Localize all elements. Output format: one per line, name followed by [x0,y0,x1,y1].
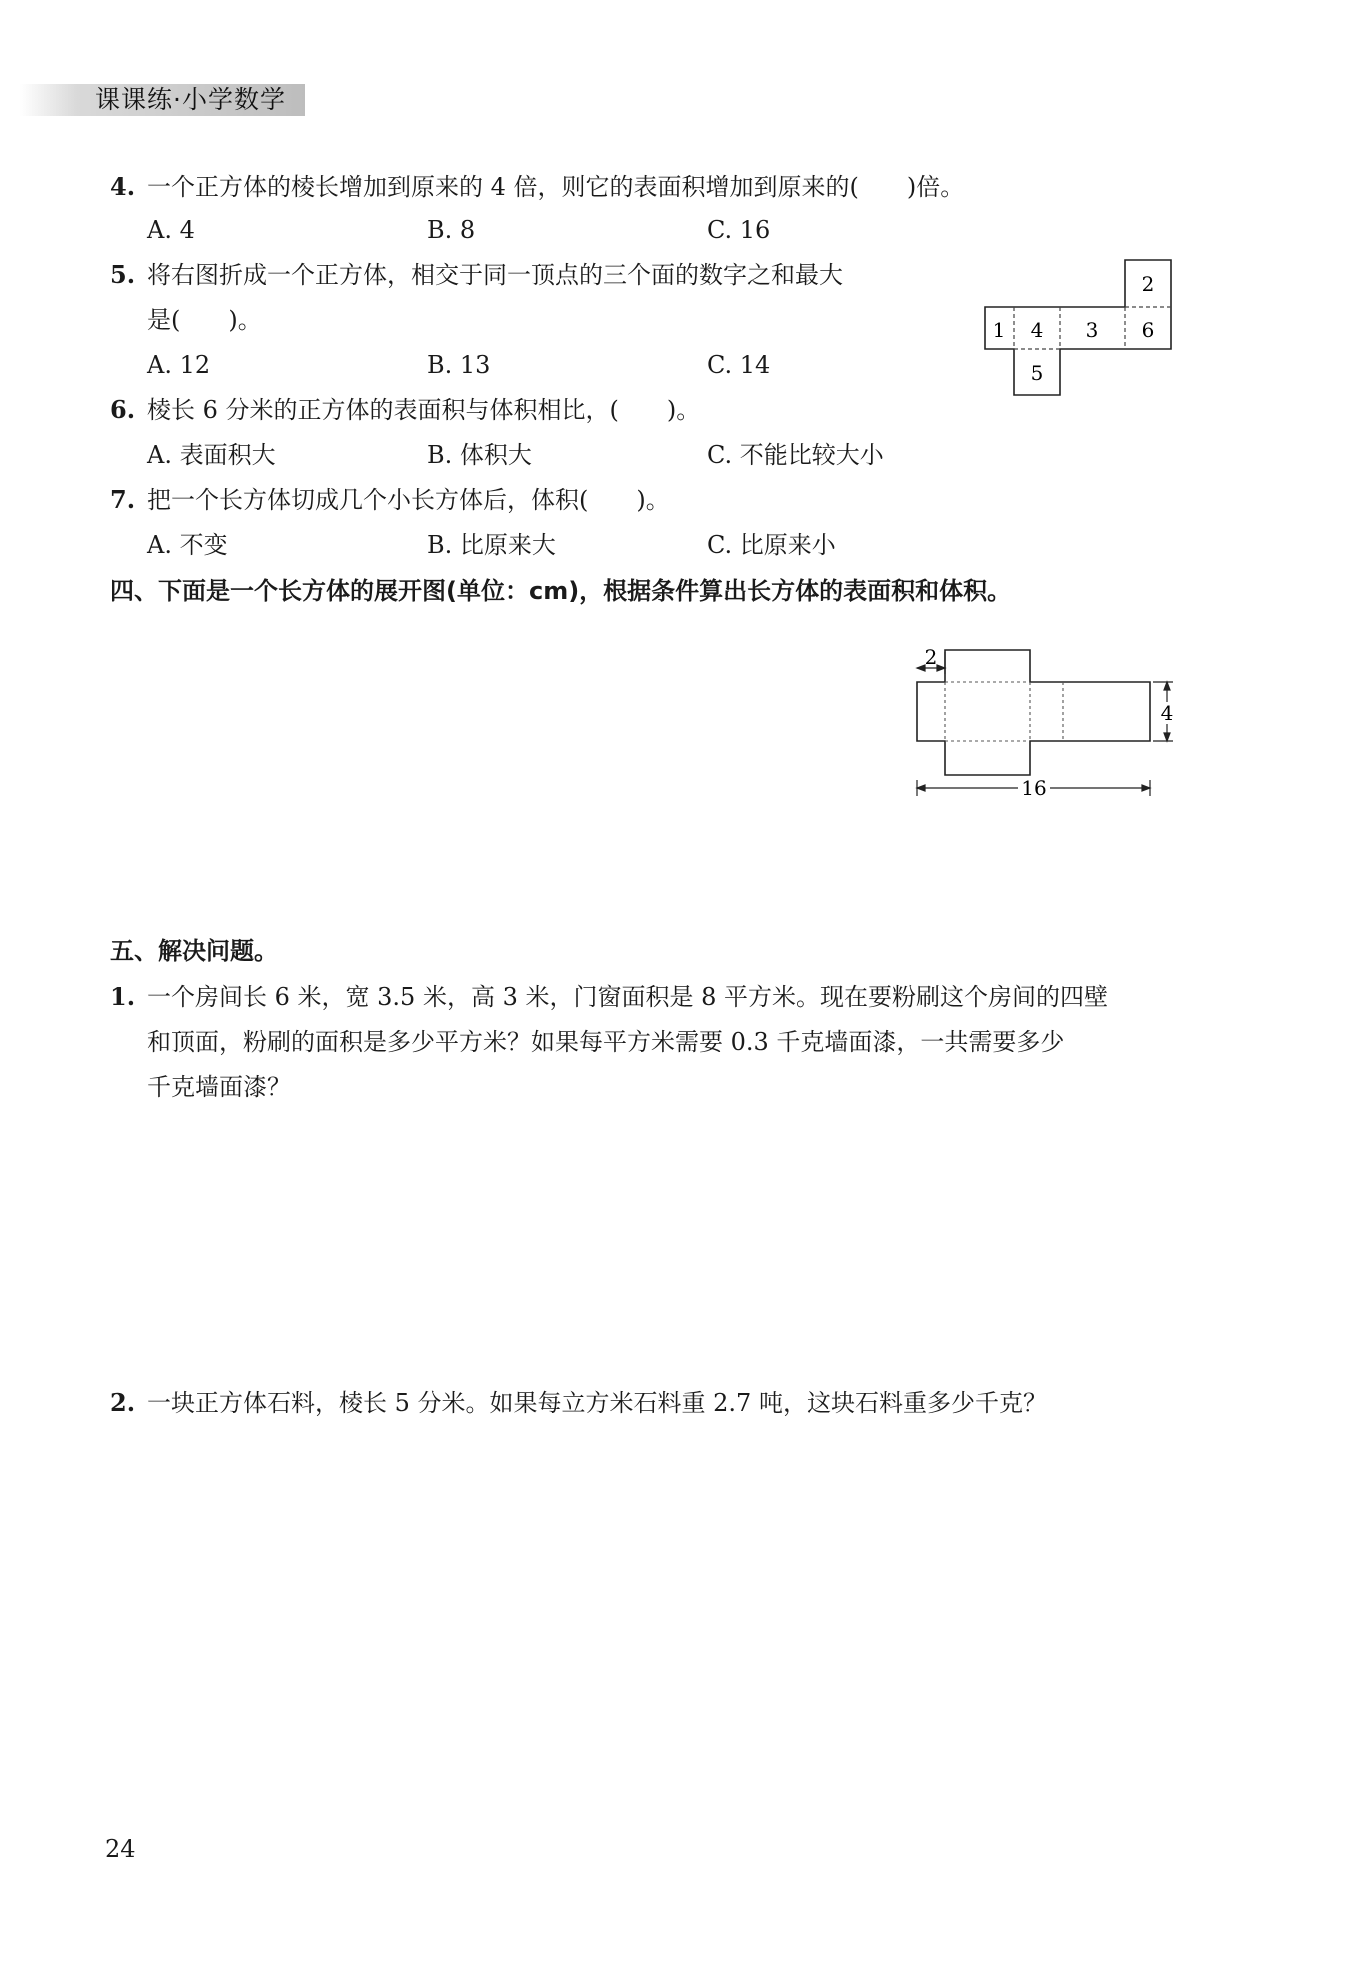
net-label-2: 2 [1141,272,1155,296]
net-label-1: 1 [992,318,1006,342]
p1-line2: 和顶面，粉刷的面积是多少平方米？如果每平方米需要 0.3 千克墙面漆，一共需要多少 [147,1028,1065,1056]
q5-line1: 将右图折成一个正方体，相交于同一顶点的三个面的数字之和最大 [147,261,843,289]
p1-line1: 一个房间长 6 米，宽 3.5 米，高 3 米，门窗面积是 8 平方米。现在要粉刷这个房间的四壁 [147,983,1109,1011]
dim-height-4: 4 [1160,701,1174,725]
q7-number: 7. [110,485,136,514]
dim-width-2: 2 [924,645,938,669]
header-title: 课课练·小学数学 [95,85,286,114]
p2-number: 2. [110,1388,136,1417]
q6-option-b: B. 体积大 [427,441,532,469]
q4-option-c: C. 16 [707,216,771,244]
q5-option-b: B. 13 [427,351,491,379]
q5-number: 5. [110,260,136,289]
p1-number: 1. [110,982,136,1011]
q6-option-a: A. 表面积大 [147,441,276,469]
q7-text: 把一个长方体切成几个小长方体后，体积( )。 [147,486,670,514]
cube-net-diagram [980,255,1180,405]
section4-title: 四、下面是一个长方体的展开图(单位：cm)，根据条件算出长方体的表面积和体积。 [110,577,1012,605]
q7-option-a: A. 不变 [147,531,228,559]
q6-text: 棱长 6 分米的正方体的表面积与体积相比，( )。 [147,396,701,424]
net-label-3: 3 [1085,318,1099,342]
p1-line3: 千克墙面漆？ [147,1073,291,1101]
q6-number: 6. [110,395,136,424]
q7-option-c: C. 比原来小 [707,531,836,559]
net-label-5: 5 [1030,361,1044,385]
q5-option-a: A. 12 [147,351,211,379]
section5-title: 五、解决问题。 [110,937,278,965]
p2-text: 一块正方体石料，棱长 5 分米。如果每立方米石料重 2.7 吨，这块石料重多少千克？ [147,1389,1047,1417]
page-number: 24 [105,1835,136,1863]
cuboid-net-diagram [905,640,1190,815]
net-label-6: 6 [1141,318,1155,342]
q4-number: 4. [110,172,136,201]
net-label-4: 4 [1030,318,1044,342]
q4-text: 一个正方体的棱长增加到原来的 4 倍，则它的表面积增加到原来的( )倍。 [147,173,965,201]
q6-option-c: C. 不能比较大小 [707,441,884,469]
q4-option-a: A. 4 [147,216,195,244]
q4-option-b: B. 8 [427,216,476,244]
q5-line2: 是( )。 [147,306,262,334]
dim-length-16: 16 [1021,776,1047,800]
q7-option-b: B. 比原来大 [427,531,556,559]
q5-option-c: C. 14 [707,351,771,379]
